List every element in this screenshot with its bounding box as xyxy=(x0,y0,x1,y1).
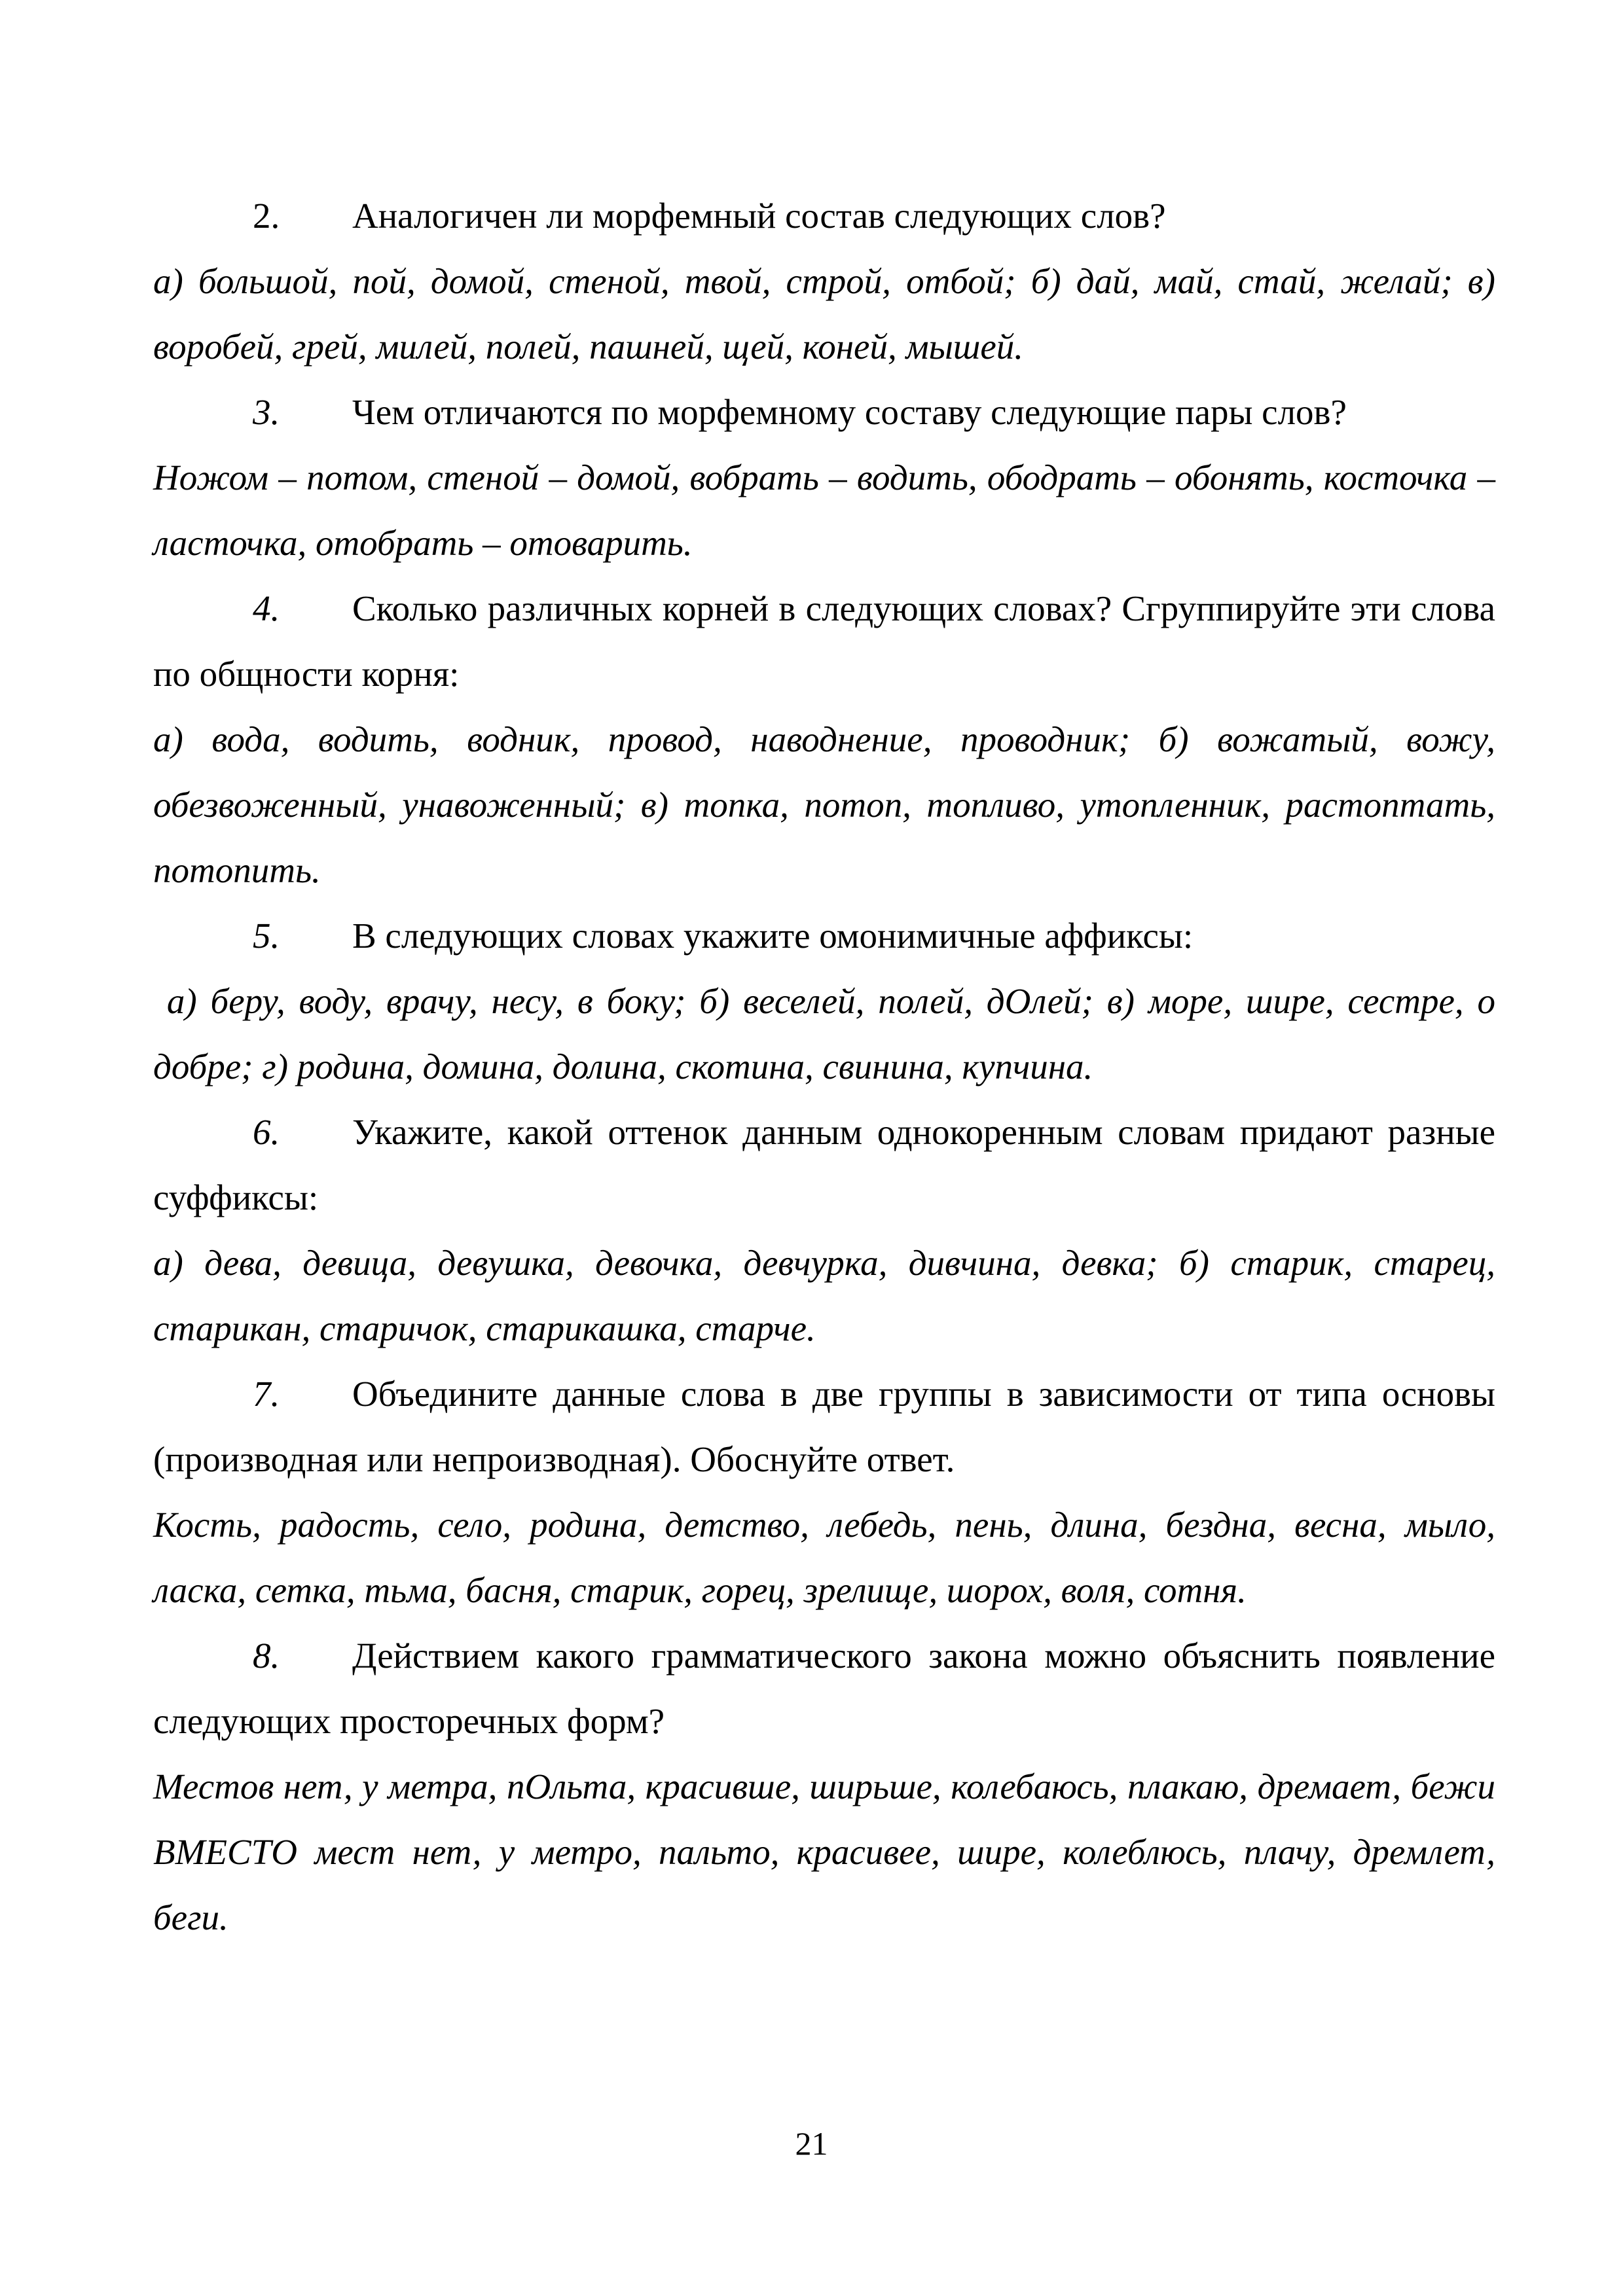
task-word-list: а) беру, воду, врачу, несу, в боку; б) веселей, полей, дОлей; в) море, шире, сестре, о добре; г) родина, домина, долина, скотина, свинина, купчина. xyxy=(153,981,1504,1086)
task-word-list: а) дева, девица, девушка, девочка, девчурка, дивчина, девка; б) старик, старец, старикан, старичок, старикашка, старче. xyxy=(153,1243,1495,1348)
task-5 xyxy=(153,903,1504,1100)
task-number: 6. xyxy=(253,1112,280,1152)
task-question-text: Объедините данные слова в две группы в зависимости от типа основы (производная или непроизводная). Обоснуйте ответ. xyxy=(153,1374,1495,1479)
task-question xyxy=(153,1361,1495,1492)
task-question xyxy=(153,380,1495,445)
exercise-list xyxy=(153,183,1504,1950)
task-3 xyxy=(153,380,1495,576)
task-word-list: Ножом – потом, стеной – домой, вобрать – водить, ободрать – обонять, косточка – ласточка, отобрать – отоварить. xyxy=(153,457,1495,563)
task-question-text: В следующих словах укажите омонимичные аффиксы: xyxy=(352,916,1194,956)
task-question-text: Чем отличаются по морфемному составу следующие пары слов? xyxy=(352,392,1347,432)
task-number: 4. xyxy=(253,588,280,628)
task-question-text: Укажите, какой оттенок данным однокоренным словам придают разные суффиксы: xyxy=(153,1112,1495,1217)
task-question xyxy=(153,1100,1495,1230)
task-question-text: Сколько различных корней в следующих словах? Сгруппируйте эти слова по общности корня: xyxy=(153,588,1495,694)
task-number: 3. xyxy=(253,392,280,432)
task-6 xyxy=(153,1100,1495,1361)
task-question xyxy=(153,576,1495,707)
task-question-text: Действием какого грамматического закона можно объяснить появление следующих просторечных форм? xyxy=(153,1636,1495,1741)
task-4 xyxy=(153,576,1495,903)
task-question xyxy=(153,183,1495,249)
task-word-list: а) большой, пой, домой, стеной, твой, строй, отбой; б) дай, май, стай, желай; в) воробей, грей, милей, полей, пашней, щей, коней, мышей. xyxy=(153,261,1495,367)
task-number: 8. xyxy=(253,1636,280,1676)
task-2 xyxy=(153,183,1495,380)
task-question-text: Аналогичен ли морфемный состав следующих слов? xyxy=(352,196,1166,236)
task-8 xyxy=(153,1623,1495,1950)
task-word-list: Кость, радость, село, родина, детство, лебедь, пень, длина, бездна, весна, мыло, ласка, сетка, тьма, басня, старик, горец, зрелище, шорох, воля, сотня. xyxy=(153,1505,1495,1610)
task-word-list: Местов нет, у метра, пОльта, красивше, ширьше, колебаюсь, плакаю, дремает, бежи ВМЕСТО мест нет, у метро, пальто, красивее, шире, колеблюсь, плачу, дремлет, беги. xyxy=(153,1767,1495,1937)
task-7 xyxy=(153,1361,1495,1623)
task-question xyxy=(153,1623,1495,1754)
task-number: 5. xyxy=(253,916,280,956)
task-number: 7. xyxy=(253,1374,280,1414)
task-number: 2. xyxy=(253,196,280,236)
page-number: 21 xyxy=(795,2125,828,2162)
task-question xyxy=(153,903,1495,969)
task-word-list: а) вода, водить, водник, провод, наводнение, проводник; б) вожатый, вожу, обезвоженный, унавоженный; в) топка, потоп, топливо, утопленник, растоптать, потопить. xyxy=(153,719,1495,890)
